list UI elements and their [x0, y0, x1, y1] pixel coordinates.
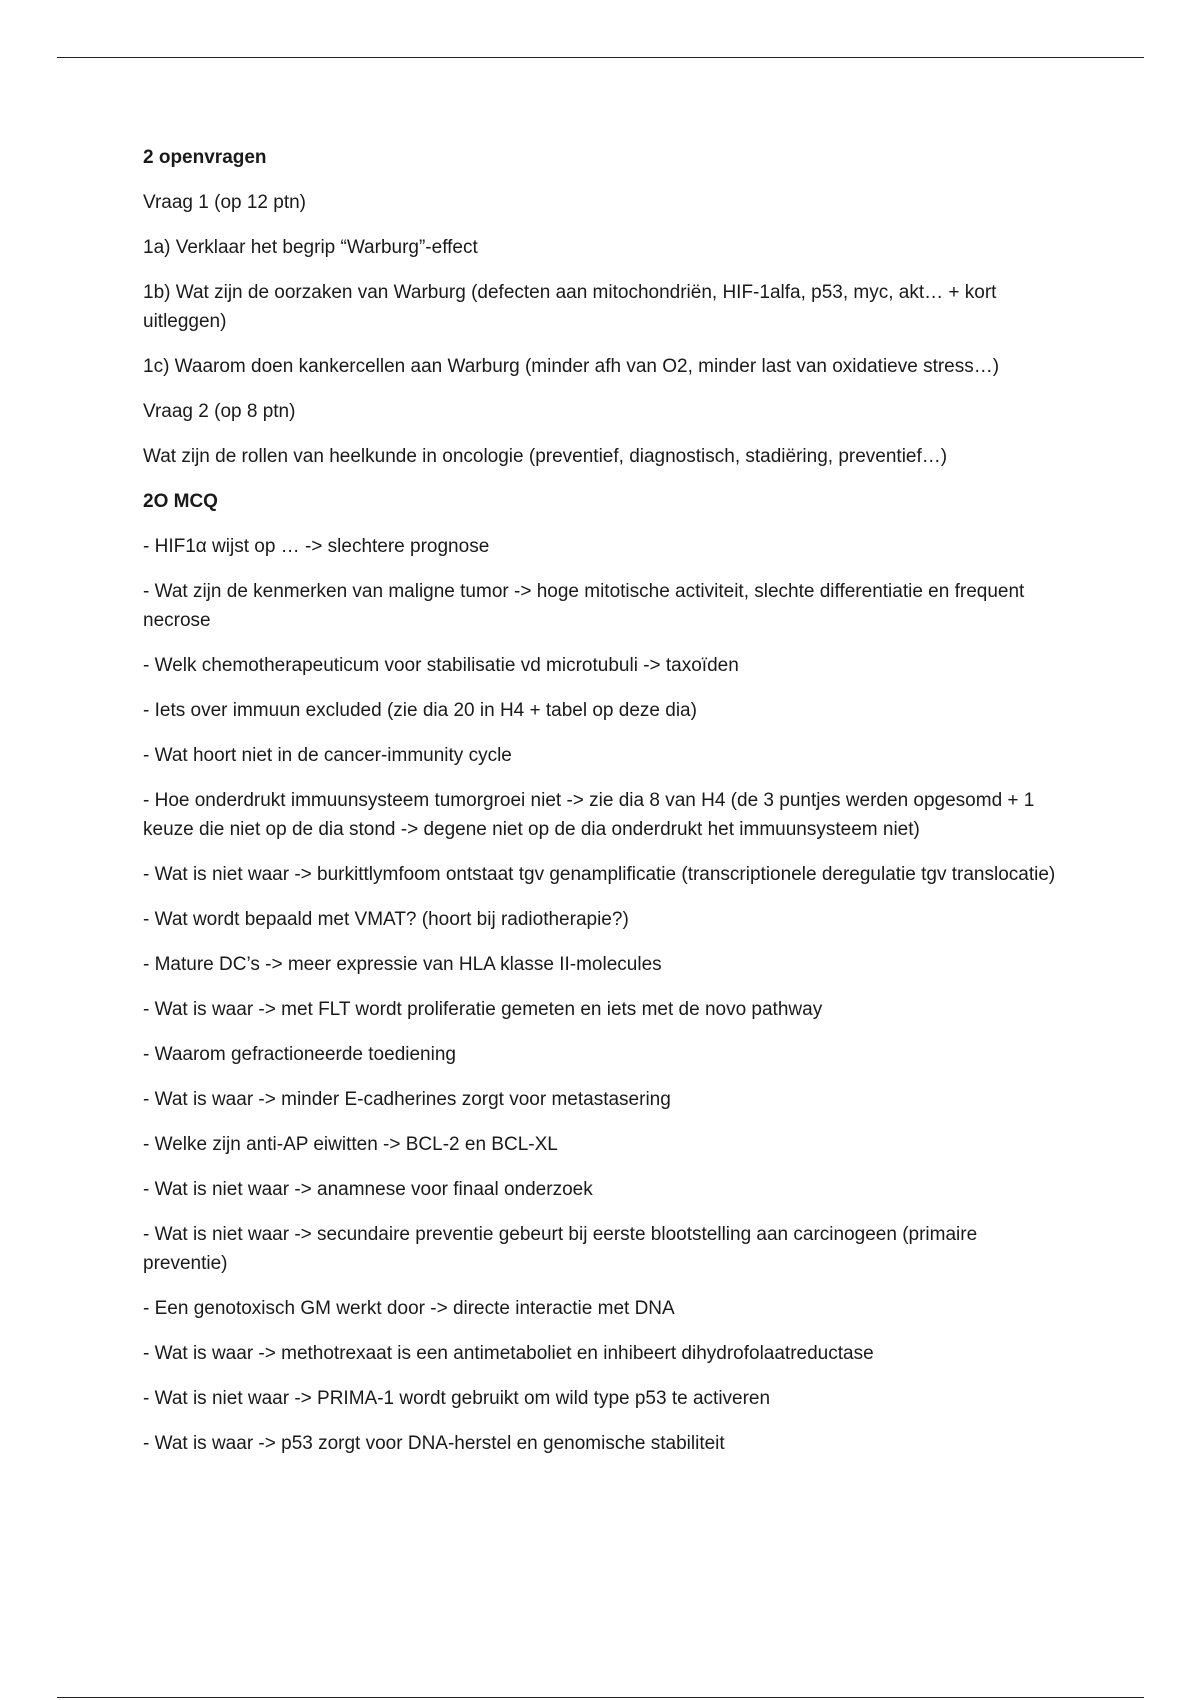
mcq-item: - Wat is niet waar -> PRIMA-1 wordt gebruikt om wild type p53 te activeren [143, 1388, 771, 1409]
bottom-rule [57, 1697, 1144, 1698]
mcq-item: - Wat is niet waar -> secundaire preventie gebeurt bij eerste blootstelling aan carcinogeen (primaire preventie) [143, 1224, 978, 1274]
mcq-item: - Wat wordt bepaald met VMAT? (hoort bij radiotherapie?) [143, 909, 629, 930]
question-1-title: Vraag 1 (op 12 ptn) [143, 192, 307, 213]
mcq-item: - HIF1α wijst op … -> slechtere prognose [143, 536, 490, 557]
mcq-item: - Wat zijn de kenmerken van maligne tumor -> hoge mitotische activiteit, slechte differentiatie en frequent necrose [143, 581, 1025, 631]
question-2-text: Wat zijn de rollen van heelkunde in oncologie (preventief, diagnostisch, stadiëring, preventief…) [143, 446, 948, 467]
mcq-item: - Wat is niet waar -> anamnese voor finaal onderzoek [143, 1179, 593, 1200]
mcq-item: - Hoe onderdrukt immuunsysteem tumorgroei niet -> zie dia 8 van H4 (de 3 puntjes werden opgesomd + 1 keuze die niet op de dia stond -> degene niet op de dia onderdrukt het immuunsysteem niet) [143, 790, 1035, 840]
question-1b: 1b) Wat zijn de oorzaken van Warburg (defecten aan mitochondriën, HIF-1alfa, p53, myc, akt… + kort uitleggen) [143, 282, 997, 332]
question-2-title: Vraag 2 (op 8 ptn) [143, 401, 296, 422]
mcq-item: - Welke zijn anti-AP eiwitten -> BCL-2 en BCL-XL [143, 1134, 558, 1155]
mcq-item: - Mature DC’s -> meer expressie van HLA klasse II-molecules [143, 954, 662, 975]
mcq-item: - Wat is waar -> minder E-cadherines zorgt voor metastasering [143, 1089, 671, 1110]
mcq-item: - Wat is waar -> p53 zorgt voor DNA-herstel en genomische stabiliteit [143, 1433, 725, 1454]
mcq-item: - Wat is niet waar -> burkittlymfoom ontstaat tgv genamplificatie (transcriptionele deregulatie tgv translocatie) [143, 864, 1056, 885]
mcq-item: - Iets over immuun excluded (zie dia 20 in H4 + tabel op deze dia) [143, 700, 697, 721]
heading-mcq: 2O MCQ [143, 491, 218, 512]
question-1a: 1a) Verklaar het begrip “Warburg”-effect [143, 237, 478, 258]
mcq-item: - Een genotoxisch GM werkt door -> directe interactie met DNA [143, 1298, 675, 1319]
mcq-item: - Wat is waar -> methotrexaat is een antimetaboliet en inhibeert dihydrofolaatreductase [143, 1343, 874, 1364]
heading-open-questions: 2 openvragen [143, 147, 267, 168]
document-body [143, 143, 1063, 1474]
mcq-item: - Waarom gefractioneerde toediening [143, 1044, 456, 1065]
top-rule [57, 57, 1144, 58]
mcq-item: - Wat is waar -> met FLT wordt proliferatie gemeten en iets met de novo pathway [143, 999, 823, 1020]
mcq-item: - Welk chemotherapeuticum voor stabilisatie vd microtubuli -> taxoïden [143, 655, 739, 676]
question-1c: 1c) Waarom doen kankercellen aan Warburg (minder afh van O2, minder last van oxidatieve stress…) [143, 356, 1000, 377]
mcq-item: - Wat hoort niet in de cancer-immunity cycle [143, 745, 512, 766]
